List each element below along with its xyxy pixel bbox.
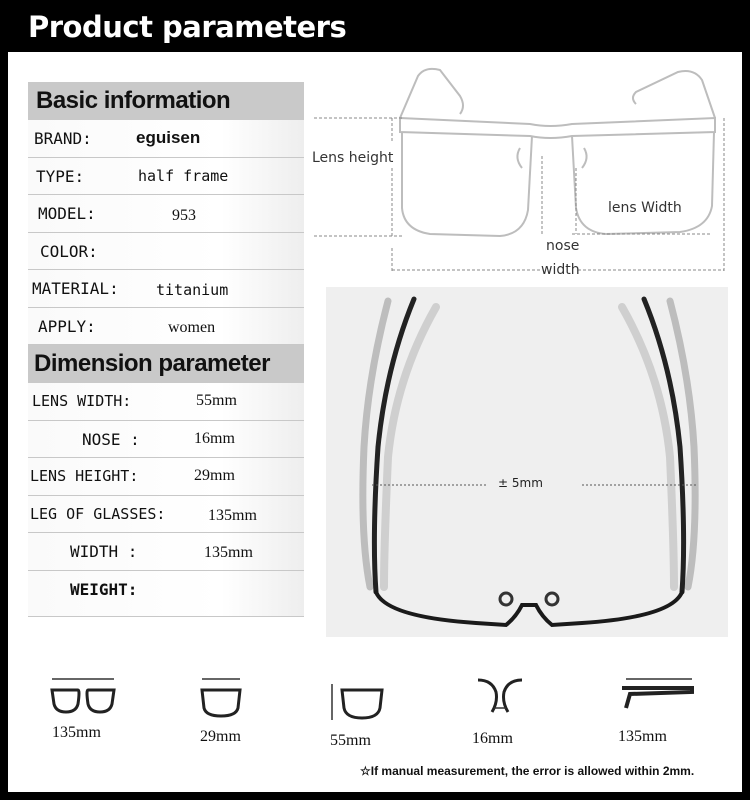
basic-info-heading: Basic information	[28, 82, 304, 120]
nose-caption: nose	[546, 238, 580, 254]
measurement-diagram	[310, 58, 740, 283]
glasses-front-diagram	[310, 58, 740, 283]
lens-width-value: 55mm	[330, 732, 371, 749]
lens-height-value: 29mm	[200, 728, 241, 745]
lens-height-caption: Lens height	[312, 150, 394, 166]
model-value: 953	[172, 207, 196, 224]
type-value: half frame	[138, 166, 229, 185]
width-label: WIDTH :	[70, 542, 138, 561]
nose-row	[28, 421, 304, 459]
glasses-top-view	[326, 287, 728, 637]
glasses-top-view-photo	[326, 287, 728, 637]
brand-label: BRAND:	[34, 129, 92, 148]
nose-label: NOSE :	[82, 429, 140, 449]
frame-width-icon	[48, 676, 118, 716]
color-row	[28, 233, 304, 271]
page-title: Product parameters	[28, 10, 347, 44]
brand-value: eguisen	[136, 128, 201, 147]
material-row	[28, 270, 304, 308]
type-row	[28, 158, 304, 196]
weight-row	[28, 571, 304, 617]
width-value: 135mm	[204, 544, 253, 561]
parameter-table	[28, 82, 304, 617]
bottom-bar	[0, 792, 750, 800]
tolerance-label: ± 5mm	[498, 476, 543, 490]
lens-width-icon	[328, 680, 388, 724]
model-label: MODEL:	[38, 204, 96, 223]
dimension-icons-row	[8, 660, 742, 760]
material-label: MATERIAL:	[32, 279, 119, 298]
nose-value: 16mm	[194, 429, 235, 447]
lens-width-value: 55mm	[196, 392, 237, 409]
nose-bridge-value: 16mm	[472, 730, 513, 747]
type-label: TYPE:	[36, 166, 85, 186]
apply-value: women	[168, 318, 216, 336]
color-label: COLOR:	[40, 241, 98, 261]
measurement-note: ☆If manual measurement, the error is allowed within 2mm.	[360, 764, 695, 778]
leg-value: 135mm	[208, 506, 257, 524]
nose-bridge-icon	[474, 674, 526, 720]
lens-width-row	[28, 383, 304, 421]
width-caption: width	[541, 262, 580, 278]
material-value: titanium	[156, 281, 229, 299]
apply-label: APPLY:	[38, 316, 96, 336]
lens-height-label: LENS HEIGHT:	[30, 467, 139, 485]
lens-height-row	[28, 458, 304, 496]
leg-row	[28, 496, 304, 534]
width-row	[28, 533, 304, 571]
lens-height-value: 29mm	[194, 467, 235, 484]
model-row	[28, 195, 304, 233]
lens-height-icon	[196, 676, 246, 720]
brand-row	[28, 120, 304, 158]
leg-label: LEG OF GLASSES:	[30, 504, 166, 523]
temple-length-value: 135mm	[618, 728, 667, 745]
lens-width-caption: lens Width	[608, 200, 682, 216]
dimension-heading: Dimension parameter	[28, 345, 304, 383]
apply-row	[28, 308, 304, 346]
header-bar	[0, 0, 750, 52]
lens-width-label: LENS WIDTH:	[32, 392, 132, 410]
temple-length-icon	[618, 676, 698, 716]
frame-width-value: 135mm	[52, 724, 101, 741]
weight-label: WEIGHT:	[70, 579, 138, 599]
